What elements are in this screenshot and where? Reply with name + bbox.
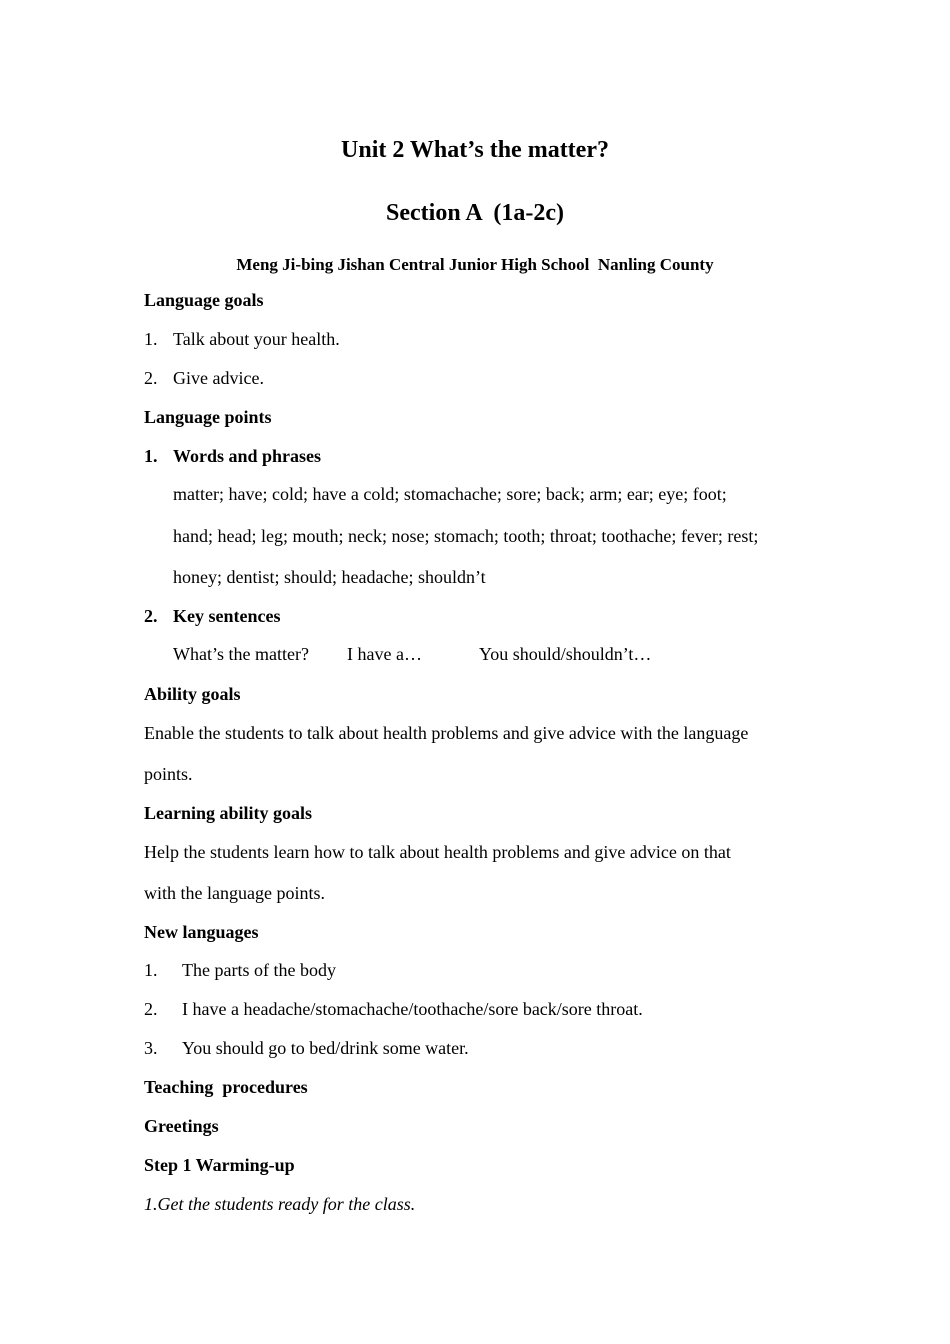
step-item: 1.Get the students ready for the class. xyxy=(144,1194,416,1214)
paragraph-line: Enable the students to talk about health problems and give advice with the language xyxy=(144,723,749,743)
item-number: 1. xyxy=(144,329,158,349)
section-title: Section A (1a-2c) xyxy=(386,200,564,226)
list-item xyxy=(144,1037,469,1059)
author-line: Meng Ji-bing Jishan Central Junior High School Nanling County xyxy=(236,255,714,274)
words-line: hand; head; leg; mouth; neck; nose; stomach; tooth; throat; toothache; fever; rest; xyxy=(173,526,759,546)
item-text: Give advice. xyxy=(173,368,264,388)
subheading-key-sentences xyxy=(144,605,281,627)
heading-ability-goals: Ability goals xyxy=(144,684,241,704)
heading-greetings: Greetings xyxy=(144,1116,219,1136)
heading-new-languages: New languages xyxy=(144,922,259,942)
item-text: Talk about your health. xyxy=(173,329,340,349)
item-number: 3. xyxy=(144,1038,158,1058)
key-sentence: I have a… xyxy=(347,644,422,664)
document-title: Unit 2 What’s the matter? xyxy=(341,137,609,163)
item-number: 2. xyxy=(144,999,158,1019)
list-item xyxy=(144,998,643,1020)
key-sentence: What’s the matter? xyxy=(173,644,309,664)
paragraph-line: Help the students learn how to talk about health problems and give advice on that xyxy=(144,842,731,862)
list-item xyxy=(144,328,340,350)
subheading-text: Key sentences xyxy=(173,606,281,626)
subheading-text: Words and phrases xyxy=(173,446,322,466)
heading-step-1: Step 1 Warming-up xyxy=(144,1155,295,1175)
paragraph-line: points. xyxy=(144,764,193,784)
item-number: 1. xyxy=(144,960,158,980)
item-number: 2. xyxy=(144,606,158,626)
item-text: You should go to bed/drink some water. xyxy=(182,1038,469,1058)
subheading-words xyxy=(144,445,322,467)
list-item xyxy=(144,959,336,981)
key-sentence: You should/shouldn’t… xyxy=(479,644,652,664)
heading-teaching-procedures: Teaching procedures xyxy=(144,1077,308,1097)
item-text: The parts of the body xyxy=(182,960,336,980)
list-item xyxy=(144,367,264,389)
heading-language-goals: Language goals xyxy=(144,290,264,310)
words-line: honey; dentist; should; headache; shouldn’t xyxy=(173,567,486,587)
item-text: I have a headache/stomachache/toothache/sore back/sore throat. xyxy=(182,999,643,1019)
item-number: 1. xyxy=(144,446,158,466)
paragraph-line: with the language points. xyxy=(144,883,325,903)
heading-language-points: Language points xyxy=(144,407,272,427)
words-line: matter; have; cold; have a cold; stomachache; sore; back; arm; ear; eye; foot; xyxy=(173,484,727,504)
item-number: 2. xyxy=(144,368,158,388)
heading-learning-goals: Learning ability goals xyxy=(144,803,313,823)
